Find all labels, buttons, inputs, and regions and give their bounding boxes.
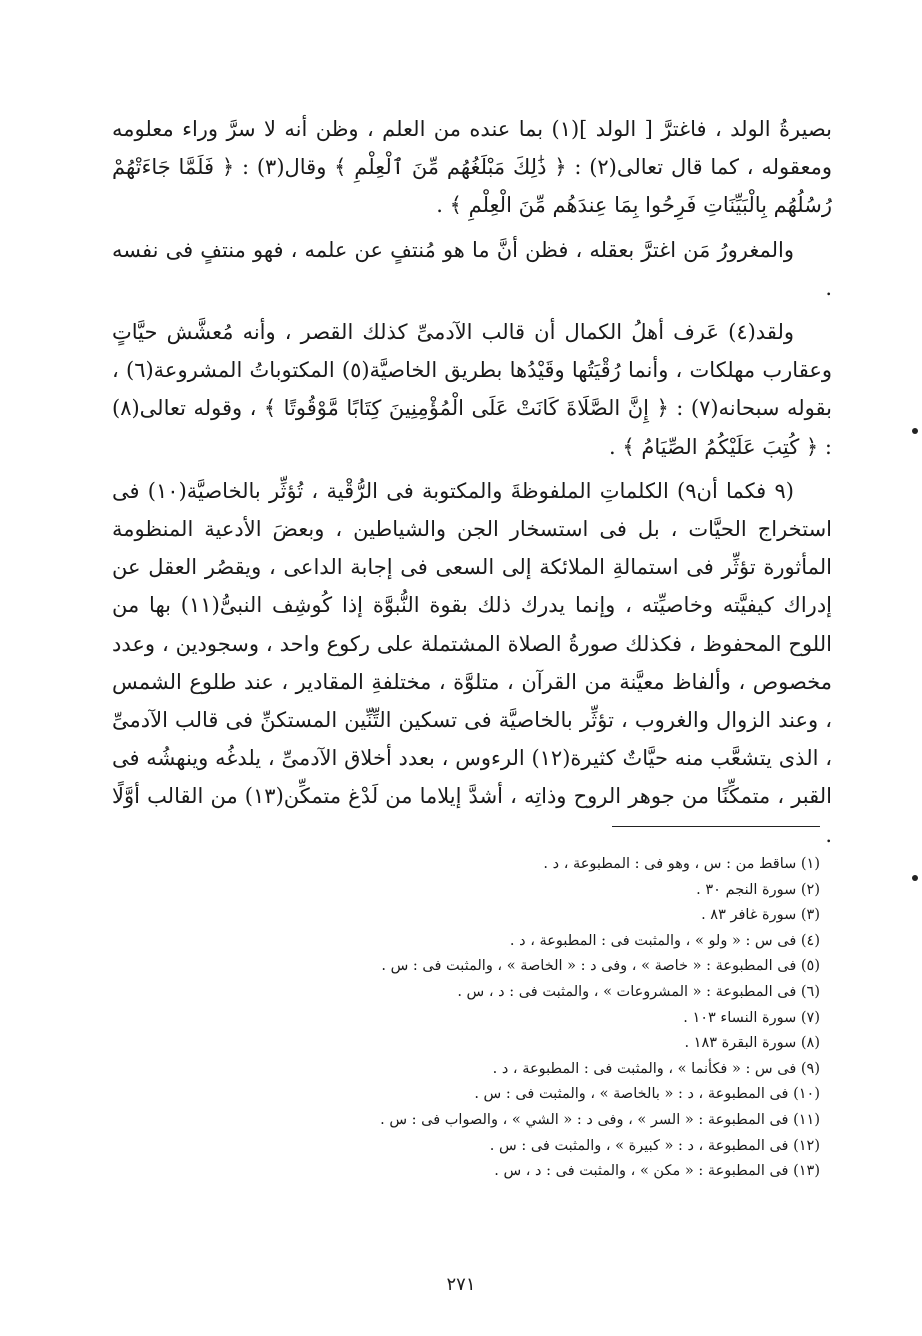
page-number: ٢٧١	[446, 1274, 476, 1295]
footnote-divider	[612, 826, 820, 827]
footnote-item: (٥) فى المطبوعة : « خاصة » ، وفى د : « الخاصة » ، والمثبت فى : س .	[381, 958, 820, 975]
footnotes	[300, 852, 820, 1185]
footnote-item: (١٠) فى المطبوعة ، د : « بالخاصة » ، والمثبت فى : س .	[474, 1086, 820, 1103]
main-text	[112, 110, 832, 854]
margin-dot-mark	[912, 875, 918, 881]
footnote-item: (٦) فى المطبوعة : « المشروعات » ، والمثبت فى : د ، س .	[457, 983, 820, 1000]
paragraph: والمغرورُ مَن اغترَّ بعقله ، فظن أنَّ ما هو مُنتفٍ عن علمه ، فهو منتفٍ فى نفسه .	[112, 237, 832, 300]
paragraph: ولقد(٤) عَرف أهلُ الكمال أن قالب الآدمىِّ كذلك القصر ، وأنه مُعشَّش حيَّاتٍ وعقارب مهلكات ، وأنما رُقْيَتُها وقَيْدُها بطريق الخاصيَّة(٥) المكتوباتُ المشروعة(٦) ، بقوله سبحانه(٧) : ﴿ إِنَّ الصَّلَاةَ كَانَتْ عَلَى الْمُؤْمِنِينَ كِتَابًا مَّوْقُوتًا ﴾ ، وقوله تعالى(٨) : ﴿ كُتِبَ عَلَيْكُمُ الصِّيَامُ ﴾ .	[112, 320, 832, 459]
footnote-item: (١٢) فى المطبوعة ، د : « كبيرة » ، والمثبت فى : س .	[489, 1137, 820, 1154]
footnote-item: (١٣) فى المطبوعة : « مكن » ، والمثبت فى : د ، س .	[494, 1163, 820, 1180]
footnote-item: (٤) فى س : « ولو » ، والمثبت فى : المطبوعة ، د .	[509, 932, 820, 949]
footnote-item: (١) ساقط من : س ، وهو فى : المطبوعة ، د .	[543, 856, 820, 872]
paragraph: (٩ فكما أن٩) الكلماتِ الملفوظةَ والمكتوبة فى الرُّقْية ، تُؤثِّر بالخاصيَّة(١٠) فى استخراج الحيَّات ، بل فى استسخار الجن والشياطين ، وبعضَ الأدعية المنظومة المأثورة تؤثِّر فى استمالةِ الملائكة إلى السعى فى إجابة الداعى ، ويقصُر العقل عن إدراك كيفيَّته وخاصيِّته ، وإنما يدرك ذلك بقوة النُّبوَّة إذا كُوشِف النبىُّ(١١) بها من اللوح المحفوظ ، فكذلك صورةُ الصلاة المشتملة على ركوع واحد ، وسجودين ، وعدد مخصوص ، وألفاظ معيَّنة من القرآن ، متلوَّة ، مختلفةِ المقادير ، عند طلوع الشمس ، وعند الزوال والغروب ، تؤثِّر بالخاصيَّة فى تسكين التِّنِّين المستكنِّ فى قالب الآدمىِّ ، الذى يتشعَّب منه حيَّاتٌ كثيرة(١٢) الرءوس ، بعدد أخلاق الآدمىِّ ، يلدغُه وينهشُه فى القبر ، متمكِّنًا من جوهر الروح وذاتِه ، أشدَّ إيلاما من لَدْغ متمكِّن(١٣) من القالب أوَّلًا .	[112, 478, 833, 847]
margin-dot-mark	[912, 428, 918, 434]
footnote-item: (٨) سورة البقرة ١٨٣ .	[684, 1035, 820, 1052]
footnote-item: (٩) فى س : « فكأنما » ، والمثبت فى : المطبوعة ، د .	[492, 1060, 820, 1077]
footnote-item: (٣) سورة غافر ٨٣ .	[701, 907, 820, 924]
footnote-item: (٢) سورة النجم ٣٠ .	[696, 881, 820, 898]
footnote-item: (١١) فى المطبوعة : « السر » ، وفى د : « الشي » ، والصواب فى : س .	[380, 1111, 820, 1128]
paragraph: بصيرةُ الولد ، فاغترَّ [ الولد ](١) بما عنده من العلم ، وظن أنه لا سرَّ وراء معلومه ومعقوله ، كما قال تعالى(٢) : ﴿ ذَٰلِكَ مَبْلَغُهُم مِّنَ ٱلْعِلْمِ ﴾ وقال(٣) : ﴿ فَلَمَّا جَاءَتْهُمْ رُسُلُهُم بِالْبَيِّنَاتِ فَرِحُوا بِمَا عِندَهُم مِّنَ الْعِلْمِ ﴾ .	[112, 117, 832, 218]
footnote-item: (٧) سورة النساء ١٠٣ .	[683, 1009, 820, 1026]
